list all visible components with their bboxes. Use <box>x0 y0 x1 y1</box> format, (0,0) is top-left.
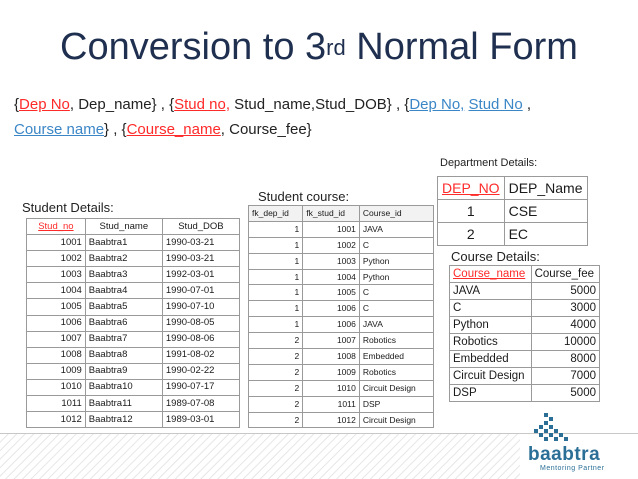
column-header: Course_id <box>359 206 433 222</box>
column-header: DEP_NO <box>438 177 505 200</box>
table-cell: Baabtra12 <box>85 412 162 428</box>
column-header: Course_name <box>450 266 532 283</box>
table-cell: Baabtra7 <box>85 331 162 347</box>
table-cell: 1010 <box>303 380 360 396</box>
table-row <box>27 347 240 363</box>
table-cell: C <box>359 301 433 317</box>
table-cell: Baabtra4 <box>85 283 162 299</box>
student-table <box>26 218 240 428</box>
table-row <box>438 223 588 246</box>
course-label: Course Details: <box>451 249 540 264</box>
table-row <box>249 301 434 317</box>
table-cell: 1005 <box>27 299 86 315</box>
table-cell: 4000 <box>531 317 599 334</box>
table-cell: 5000 <box>531 385 599 402</box>
table-cell: 1003 <box>27 267 86 283</box>
table-row <box>450 283 600 300</box>
table-cell: Baabtra9 <box>85 363 162 379</box>
table-cell: Baabtra6 <box>85 315 162 331</box>
table-cell: 2 <box>249 412 303 428</box>
table-cell: 10000 <box>531 334 599 351</box>
table-cell: 1001 <box>27 235 86 251</box>
logo-subtitle: Mentoring Partner <box>540 465 605 472</box>
table-row <box>450 300 600 317</box>
schema-notation: {Dep No, Dep_name} , {Stud no, Stud_name,Stud_DOB} , {Dep No, Stud No , Course name} , {Course_name, Course_fee} <box>14 96 532 138</box>
table-cell: 1990-03-21 <box>162 251 239 267</box>
table-cell: Python <box>359 269 433 285</box>
table-cell: 1 <box>249 221 303 237</box>
table-row <box>27 235 240 251</box>
table-row <box>450 385 600 402</box>
table-cell: C <box>450 300 532 317</box>
table-row <box>27 331 240 347</box>
table-row <box>27 315 240 331</box>
logo-wordmark: baabtra <box>528 444 601 465</box>
table-cell: Embedded <box>359 349 433 365</box>
student-label: Student Details: <box>22 200 114 215</box>
table-cell: 1990-08-06 <box>162 331 239 347</box>
table-cell: 1006 <box>303 317 360 333</box>
table-cell: JAVA <box>359 317 433 333</box>
table-row <box>450 334 600 351</box>
schema-key-dep-no: Dep No <box>19 96 70 113</box>
table-cell: 1007 <box>303 333 360 349</box>
table-cell: 1012 <box>303 412 360 428</box>
table-cell: 1008 <box>27 347 86 363</box>
table-cell: 1 <box>249 269 303 285</box>
table-cell: 1991-08-02 <box>162 347 239 363</box>
table-cell: 1990-02-22 <box>162 363 239 379</box>
table-row <box>249 364 434 380</box>
table-cell: 1006 <box>27 315 86 331</box>
table-cell: 2 <box>249 333 303 349</box>
table-row <box>27 396 240 412</box>
table-cell: Baabtra5 <box>85 299 162 315</box>
schema-fk-dep-no: Dep No, <box>409 96 465 113</box>
table-row <box>450 317 600 334</box>
table-cell: 1004 <box>27 283 86 299</box>
schema-key-stud-no: Stud no, <box>174 96 231 113</box>
table-cell: Robotics <box>359 333 433 349</box>
table-cell: 1 <box>249 237 303 253</box>
column-header: fk_stud_id <box>303 206 360 222</box>
table-cell: 1 <box>249 317 303 333</box>
course-table <box>449 265 600 402</box>
table-cell: 2 <box>249 380 303 396</box>
table-cell: 8000 <box>531 351 599 368</box>
table-cell: Baabtra2 <box>85 251 162 267</box>
table-cell: 1009 <box>27 363 86 379</box>
student-course-label: Student course: <box>258 189 350 204</box>
table-row <box>27 267 240 283</box>
table-cell: 5000 <box>531 283 599 300</box>
table-cell: 1009 <box>303 364 360 380</box>
table-cell: 2 <box>249 364 303 380</box>
table-row <box>450 351 600 368</box>
table-row <box>249 317 434 333</box>
table-row <box>450 368 600 385</box>
table-cell: 1010 <box>27 379 86 395</box>
table-cell: Embedded <box>450 351 532 368</box>
column-header: Stud_no <box>27 219 86 235</box>
table-row <box>249 380 434 396</box>
table-row <box>249 221 434 237</box>
table-cell: 3000 <box>531 300 599 317</box>
table-cell: Baabtra1 <box>85 235 162 251</box>
table-row <box>249 349 434 365</box>
table-row <box>249 333 434 349</box>
table-row <box>27 363 240 379</box>
table-row <box>438 200 588 223</box>
table-cell: Robotics <box>359 364 433 380</box>
table-row <box>27 412 240 428</box>
department-label: Department Details: <box>440 157 538 169</box>
table-cell: JAVA <box>359 221 433 237</box>
table-cell: 7000 <box>531 368 599 385</box>
column-header: Stud_DOB <box>162 219 239 235</box>
table-cell: Python <box>359 253 433 269</box>
table-cell: 1004 <box>303 269 360 285</box>
table-row <box>249 412 434 428</box>
schema-fk-stud-no: Stud No <box>468 96 523 113</box>
table-row <box>249 285 434 301</box>
table-cell: JAVA <box>450 283 532 300</box>
table-cell: 1 <box>249 301 303 317</box>
schema-key-course-name: Course_name <box>126 121 221 138</box>
footer-pattern <box>0 433 520 479</box>
department-table <box>437 176 588 246</box>
table-cell: 1003 <box>303 253 360 269</box>
table-cell: 1012 <box>27 412 86 428</box>
table-row <box>249 253 434 269</box>
table-cell: 1 <box>249 285 303 301</box>
table-cell: 1006 <box>303 301 360 317</box>
table-cell: 1989-07-08 <box>162 396 239 412</box>
table-cell: 1990-08-05 <box>162 315 239 331</box>
table-cell: CSE <box>504 200 587 223</box>
table-row <box>27 379 240 395</box>
column-header: DEP_Name <box>504 177 587 200</box>
table-cell: 1990-07-10 <box>162 299 239 315</box>
table-row <box>249 269 434 285</box>
table-cell: 1011 <box>303 396 360 412</box>
table-cell: 2 <box>249 396 303 412</box>
table-row <box>27 251 240 267</box>
table-cell: 1002 <box>303 237 360 253</box>
table-cell: 1005 <box>303 285 360 301</box>
table-cell: 1008 <box>303 349 360 365</box>
table-cell: Python <box>450 317 532 334</box>
table-cell: 1011 <box>27 396 86 412</box>
student-course-table <box>248 205 434 428</box>
column-header: fk_dep_id <box>249 206 303 222</box>
slide-title: Conversion to 3rd Normal Form <box>60 26 578 68</box>
table-cell: C <box>359 285 433 301</box>
table-row <box>249 396 434 412</box>
column-header: Stud_name <box>85 219 162 235</box>
table-cell: Baabtra11 <box>85 396 162 412</box>
table-cell: 1 <box>249 253 303 269</box>
schema-fk-course-name: Course name <box>14 121 105 138</box>
table-cell: DSP <box>450 385 532 402</box>
table-cell: 1001 <box>303 221 360 237</box>
table-cell: Circuit Design <box>359 380 433 396</box>
table-cell: DSP <box>359 396 433 412</box>
table-row <box>27 299 240 315</box>
table-cell: 1992-03-01 <box>162 267 239 283</box>
table-cell: Circuit Design <box>359 412 433 428</box>
table-cell: 2 <box>438 223 505 246</box>
table-cell: 1990-07-17 <box>162 379 239 395</box>
table-cell: 1002 <box>27 251 86 267</box>
table-cell: Robotics <box>450 334 532 351</box>
column-header: Course_fee <box>531 266 599 283</box>
table-cell: 2 <box>249 349 303 365</box>
table-cell: 1 <box>438 200 505 223</box>
table-cell: Circuit Design <box>450 368 532 385</box>
table-cell: 1989-03-01 <box>162 412 239 428</box>
table-cell: C <box>359 237 433 253</box>
table-cell: EC <box>504 223 587 246</box>
table-cell: 1007 <box>27 331 86 347</box>
table-cell: Baabtra3 <box>85 267 162 283</box>
table-cell: Baabtra10 <box>85 379 162 395</box>
table-row <box>249 237 434 253</box>
table-cell: 1990-07-01 <box>162 283 239 299</box>
table-cell: Baabtra8 <box>85 347 162 363</box>
table-row <box>27 283 240 299</box>
table-cell: 1990-03-21 <box>162 235 239 251</box>
